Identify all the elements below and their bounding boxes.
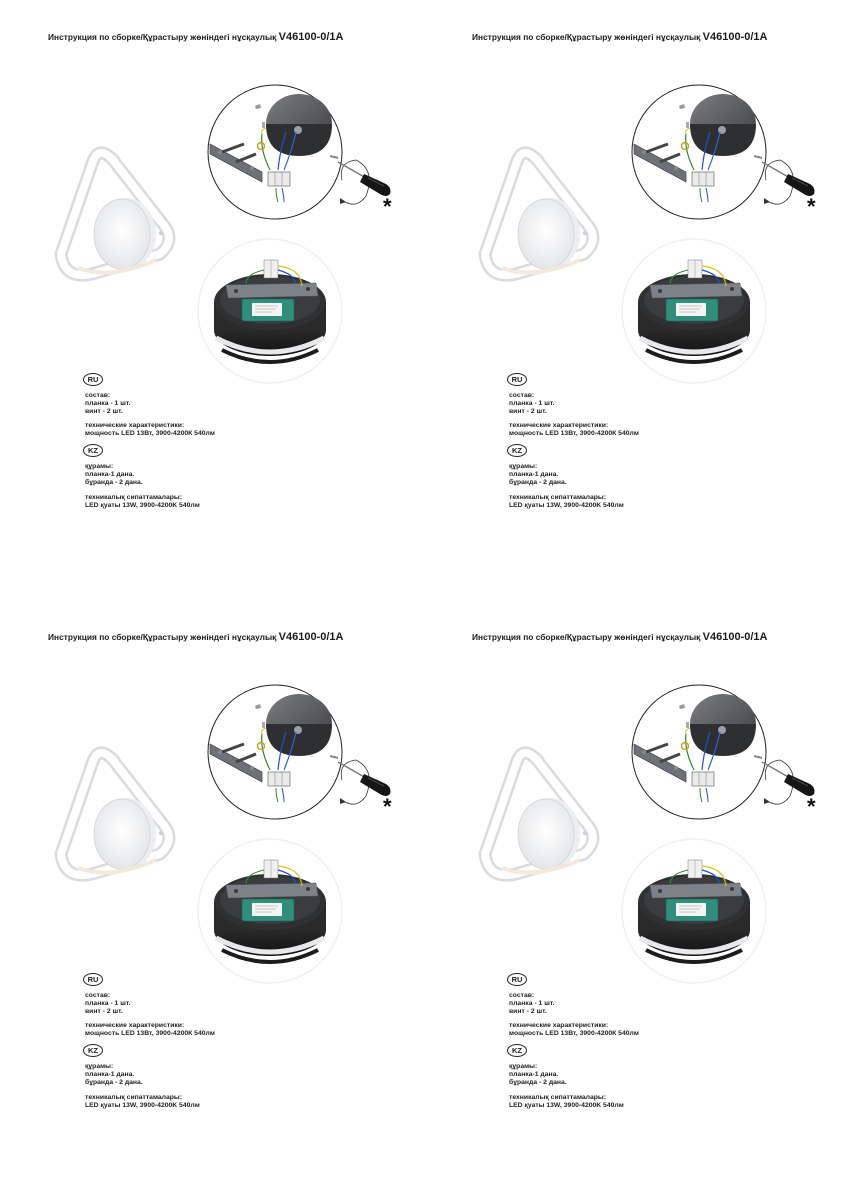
ru-contents-item: планка - 1 шт. xyxy=(509,1000,555,1008)
ru-contents xyxy=(85,392,130,417)
title-text: Инструкция по сборке/Құрастыру жөніндегі нұсқаулық xyxy=(472,32,701,42)
ru-badge: RU xyxy=(83,973,103,986)
ru-specs xyxy=(509,1022,639,1038)
ru-contents-item: винт - 2 шт. xyxy=(509,1008,547,1016)
product-figure xyxy=(40,70,420,400)
model-number: V46100-0/1A xyxy=(702,631,768,643)
ru-specs-line: мощность LED 13Вт, 3900-4200К 540лм xyxy=(85,1030,215,1038)
kz-specs-heading: техникалық сипаттамалары: xyxy=(85,1094,182,1101)
page-title xyxy=(472,631,767,643)
instruction-panel-top-right xyxy=(424,0,848,600)
ru-contents-heading: состав: xyxy=(85,392,111,399)
ru-contents-heading: состав: xyxy=(509,992,535,999)
ru-specs xyxy=(85,1022,215,1038)
kz-specs-heading: техникалық сипаттамалары: xyxy=(509,1094,606,1101)
kz-contents-item: планка-1 дана. xyxy=(85,471,135,479)
ru-contents-item: планка - 1 шт. xyxy=(509,400,555,408)
ru-specs-line: мощность LED 13Вт, 3900-4200К 540лм xyxy=(509,430,639,438)
ru-contents-item: планка - 1 шт. xyxy=(85,400,131,408)
kz-contents-heading: құрамы: xyxy=(509,463,538,470)
kz-badge: KZ xyxy=(507,1044,527,1057)
product-figure xyxy=(40,670,420,1000)
instruction-panel-bottom-left xyxy=(0,600,424,1200)
kz-contents-item: бұранда - 2 дана. xyxy=(509,1079,567,1087)
kz-specs-heading: техникалық сипаттамалары: xyxy=(85,494,182,501)
title-text: Инструкция по сборке/Құрастыру жөніндегі нұсқаулық xyxy=(472,632,701,642)
title-text: Инструкция по сборке/Құрастыру жөніндегі нұсқаулық xyxy=(48,632,277,642)
kz-specs xyxy=(509,494,624,510)
page-title xyxy=(48,31,343,43)
product-figure xyxy=(464,670,844,1000)
kz-badge: KZ xyxy=(83,1044,103,1057)
kz-specs-line: LED қуаты 13W, 3900-4200K 540лм xyxy=(509,1102,624,1110)
ru-specs-heading: технические характеристики: xyxy=(85,422,185,429)
kz-contents xyxy=(509,1063,567,1088)
kz-specs-line: LED қуаты 13W, 3900-4200K 540лм xyxy=(509,502,624,510)
ru-contents xyxy=(509,392,554,417)
page-title xyxy=(472,31,767,43)
kz-contents-heading: құрамы: xyxy=(85,1063,114,1070)
ru-specs-heading: технические характеристики: xyxy=(85,1022,185,1029)
ru-specs xyxy=(509,422,639,438)
kz-contents xyxy=(509,463,567,488)
ru-badge: RU xyxy=(507,373,527,386)
ru-contents-heading: состав: xyxy=(509,392,535,399)
kz-badge: KZ xyxy=(83,444,103,457)
model-number: V46100-0/1A xyxy=(278,31,344,43)
model-number: V46100-0/1A xyxy=(702,31,768,43)
model-number: V46100-0/1A xyxy=(278,631,344,643)
kz-contents-item: планка-1 дана. xyxy=(509,471,559,479)
ru-specs-heading: технические характеристики: xyxy=(509,422,609,429)
kz-contents-item: бұранда - 2 дана. xyxy=(509,479,567,487)
instruction-panel-top-left xyxy=(0,0,424,600)
kz-contents-item: бұранда - 2 дана. xyxy=(85,1079,143,1087)
kz-specs-line: LED қуаты 13W, 3900-4200K 540лм xyxy=(85,502,200,510)
ru-specs-line: мощность LED 13Вт, 3900-4200К 540лм xyxy=(85,430,215,438)
kz-specs-heading: техникалық сипаттамалары: xyxy=(509,494,606,501)
page-title xyxy=(48,631,343,643)
kz-specs xyxy=(509,1094,624,1110)
ru-badge: RU xyxy=(83,373,103,386)
ru-contents-item: винт - 2 шт. xyxy=(85,408,123,416)
ru-contents-heading: состав: xyxy=(85,992,111,999)
ru-specs xyxy=(85,422,215,438)
kz-badge: KZ xyxy=(507,444,527,457)
ru-contents xyxy=(85,992,130,1017)
kz-specs-line: LED қуаты 13W, 3900-4200K 540лм xyxy=(85,1102,200,1110)
kz-contents xyxy=(85,463,143,488)
kz-contents xyxy=(85,1063,143,1088)
kz-contents-heading: құрамы: xyxy=(85,463,114,470)
kz-contents-item: бұранда - 2 дана. xyxy=(85,479,143,487)
ru-contents-item: винт - 2 шт. xyxy=(509,408,547,416)
kz-contents-item: планка-1 дана. xyxy=(85,1071,135,1079)
ru-badge: RU xyxy=(507,973,527,986)
product-figure xyxy=(464,70,844,400)
title-text: Инструкция по сборке/Құрастыру жөніндегі нұсқаулық xyxy=(48,32,277,42)
kz-contents-heading: құрамы: xyxy=(509,1063,538,1070)
kz-contents-item: планка-1 дана. xyxy=(509,1071,559,1079)
instruction-panel-bottom-right xyxy=(424,600,848,1200)
ru-contents xyxy=(509,992,554,1017)
ru-specs-line: мощность LED 13Вт, 3900-4200К 540лм xyxy=(509,1030,639,1038)
kz-specs xyxy=(85,1094,200,1110)
kz-specs xyxy=(85,494,200,510)
ru-contents-item: винт - 2 шт. xyxy=(85,1008,123,1016)
ru-specs-heading: технические характеристики: xyxy=(509,1022,609,1029)
ru-contents-item: планка - 1 шт. xyxy=(85,1000,131,1008)
